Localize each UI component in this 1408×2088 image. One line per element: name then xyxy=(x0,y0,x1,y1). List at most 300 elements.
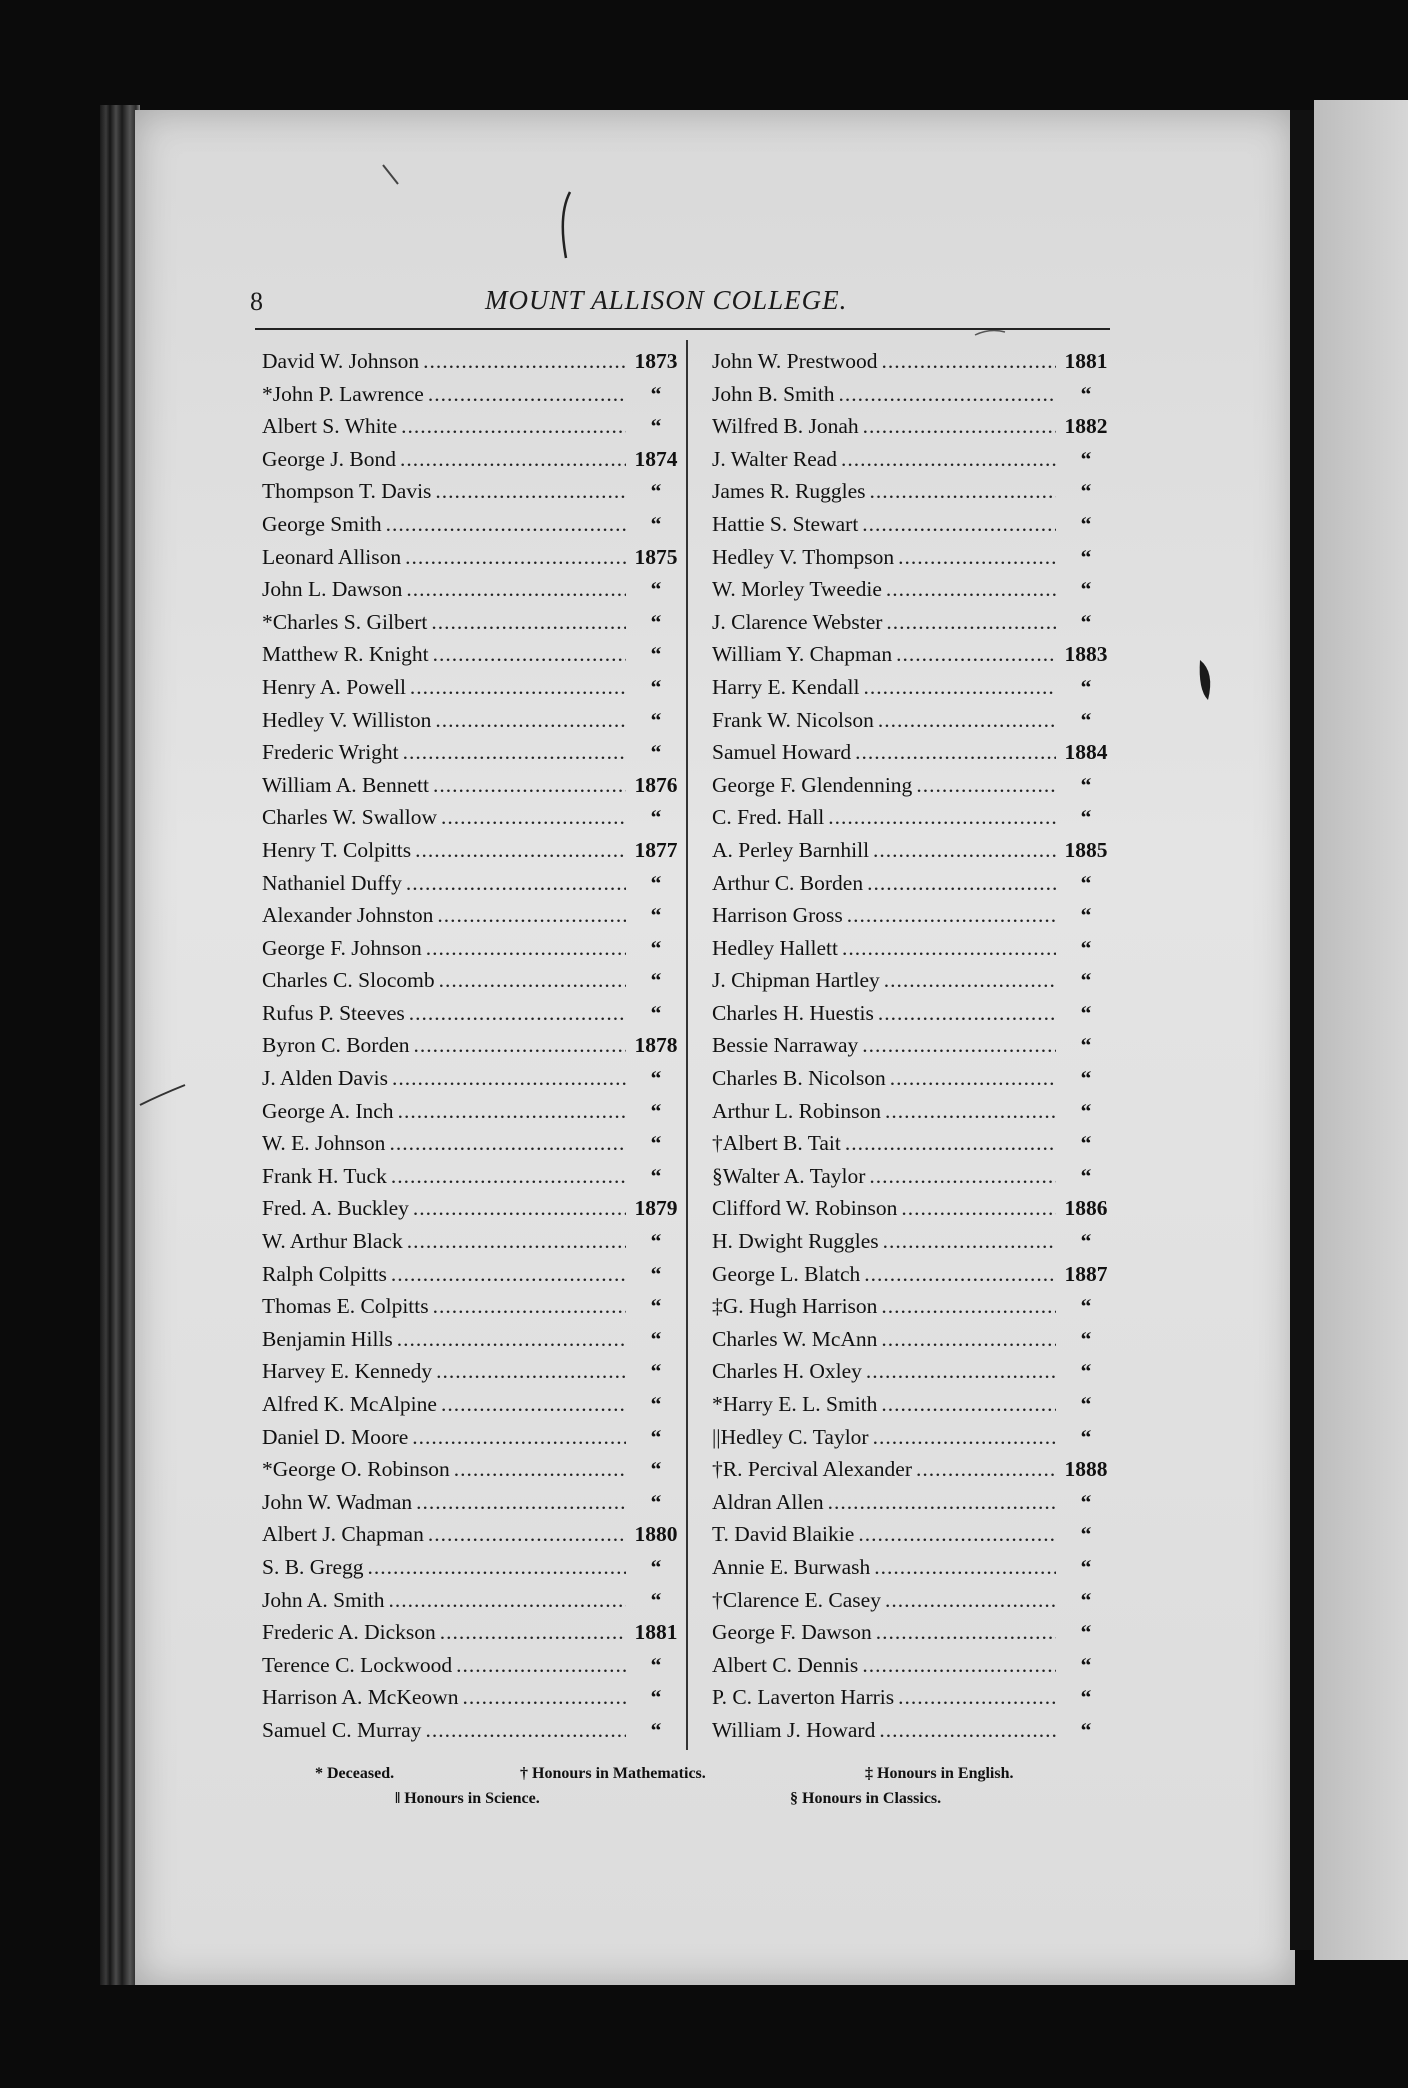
graduation-year: “ xyxy=(1080,1294,1092,1319)
running-head xyxy=(250,283,1110,323)
dot-leader xyxy=(425,1714,626,1747)
graduate-name: John L. Dawson xyxy=(262,577,403,602)
graduation-year: “ xyxy=(1080,1098,1092,1123)
graduate-entry xyxy=(262,997,682,1030)
dot-leader xyxy=(842,932,1056,965)
graduation-year: “ xyxy=(650,1489,662,1514)
dot-leader xyxy=(878,997,1056,1030)
graduation-year: “ xyxy=(650,1163,662,1188)
graduation-year: “ xyxy=(1080,870,1092,895)
dot-leader xyxy=(403,736,626,769)
graduation-year: “ xyxy=(1080,1685,1092,1710)
graduate-name: H. Dwight Ruggles xyxy=(712,1229,879,1254)
graduate-name: Hattie S. Stewart xyxy=(712,511,859,536)
graduate-entry xyxy=(262,606,682,639)
graduate-entry xyxy=(712,1551,1112,1584)
graduation-year: 1875 xyxy=(634,544,678,569)
dot-leader xyxy=(456,1649,626,1682)
graduation-year: “ xyxy=(650,511,662,536)
graduate-name: Ralph Colpitts xyxy=(262,1261,387,1286)
dot-leader xyxy=(862,1649,1056,1682)
graduation-year: “ xyxy=(650,1000,662,1025)
graduate-name: George J. Bond xyxy=(262,446,396,471)
graduate-entry xyxy=(712,606,1112,639)
graduate-entry xyxy=(262,801,682,834)
graduate-name: *John P. Lawrence xyxy=(262,381,424,406)
graduation-year: “ xyxy=(650,1066,662,1091)
graduate-entry xyxy=(262,443,682,476)
graduate-name: J. Walter Read xyxy=(712,446,838,471)
graduate-name: Matthew R. Knight xyxy=(262,642,429,667)
graduate-name: George Smith xyxy=(262,511,382,536)
graduation-year: “ xyxy=(650,1457,662,1482)
graduate-name: §Walter A. Taylor xyxy=(712,1163,866,1188)
graduate-name: John W. Prestwood xyxy=(712,349,878,373)
graduate-entry xyxy=(712,867,1112,900)
dot-leader xyxy=(885,1584,1056,1617)
graduate-entry xyxy=(262,1453,682,1486)
graduation-year: “ xyxy=(1080,1163,1092,1188)
footnote-classics: § Honours in Classics. xyxy=(790,1790,942,1807)
graduate-name: †Clarence E. Casey xyxy=(712,1587,881,1612)
graduation-year: “ xyxy=(1080,1033,1092,1058)
graduate-entry xyxy=(262,1616,682,1649)
graduate-entry xyxy=(712,638,1112,671)
graduate-name: Aldran Allen xyxy=(712,1489,824,1514)
graduation-year: 1885 xyxy=(1064,837,1108,862)
graduation-year: “ xyxy=(1080,1652,1092,1677)
graduation-year: “ xyxy=(1080,1620,1092,1645)
graduate-name: George A. Inch xyxy=(262,1098,394,1123)
graduate-name: J. Clarence Webster xyxy=(712,609,883,634)
graduate-name: Hedley Hallett xyxy=(712,935,838,960)
dot-leader xyxy=(916,1453,1056,1486)
graduate-entry xyxy=(712,997,1112,1030)
graduate-entry xyxy=(262,671,682,704)
dot-leader xyxy=(862,1029,1056,1062)
graduate-entry xyxy=(712,1616,1112,1649)
graduation-year: “ xyxy=(650,707,662,732)
dot-leader xyxy=(885,1095,1056,1128)
graduation-year: “ xyxy=(650,968,662,993)
dot-leader xyxy=(431,606,626,639)
graduate-entry xyxy=(262,964,682,997)
graduate-name: S. B. Gregg xyxy=(262,1554,364,1579)
graduate-entry xyxy=(712,1095,1112,1128)
graduate-name: Wilfred B. Jonah xyxy=(712,414,859,439)
graduation-year: “ xyxy=(1080,805,1092,830)
graduation-year: 1884 xyxy=(1064,740,1108,765)
graduation-year: “ xyxy=(1080,577,1092,602)
dot-leader xyxy=(397,1323,626,1356)
graduation-year: “ xyxy=(650,1261,662,1286)
graduate-entry xyxy=(712,1290,1112,1323)
graduate-entry xyxy=(712,1323,1112,1356)
dot-leader xyxy=(436,1355,626,1388)
graduation-year: “ xyxy=(1080,446,1092,471)
graduation-year: “ xyxy=(650,1131,662,1156)
graduate-name: P. C. Laverton Harris xyxy=(712,1685,895,1710)
dot-leader xyxy=(439,964,626,997)
graduate-entry xyxy=(262,475,682,508)
dot-leader xyxy=(873,1421,1056,1454)
graduate-entry xyxy=(712,1518,1112,1551)
graduation-year: “ xyxy=(650,479,662,504)
dot-leader xyxy=(884,964,1056,997)
graduation-year: “ xyxy=(650,805,662,830)
graduate-entry xyxy=(712,671,1112,704)
graduate-entry xyxy=(262,1062,682,1095)
graduate-entry xyxy=(712,932,1112,965)
graduate-entry xyxy=(712,1355,1112,1388)
graduate-entry xyxy=(262,1518,682,1551)
dot-leader xyxy=(440,1616,626,1649)
graduate-name: W. Arthur Black xyxy=(262,1229,403,1254)
graduate-entry xyxy=(712,443,1112,476)
graduate-name: Harrison A. McKeown xyxy=(262,1685,459,1710)
dot-leader xyxy=(433,1290,626,1323)
graduation-year: “ xyxy=(650,1326,662,1351)
graduation-year: “ xyxy=(650,381,662,406)
graduate-name: Fred. A. Buckley xyxy=(262,1196,409,1221)
graduate-entry xyxy=(262,1486,682,1519)
dot-leader xyxy=(896,638,1056,671)
graduate-name: George F. Dawson xyxy=(712,1620,872,1645)
graduate-entry xyxy=(262,1649,682,1682)
dot-leader xyxy=(392,1062,626,1095)
graduate-name: Alexander Johnston xyxy=(262,903,434,928)
graduate-entry xyxy=(712,1127,1112,1160)
graduate-name: Samuel Howard xyxy=(712,740,852,765)
graduation-year: “ xyxy=(650,1392,662,1416)
graduate-name: Daniel D. Moore xyxy=(262,1424,409,1449)
graduate-name: Charles H. Oxley xyxy=(712,1359,862,1384)
graduate-name: ‡G. Hugh Harrison xyxy=(712,1294,878,1319)
left-column-list xyxy=(262,345,682,1747)
dot-leader xyxy=(435,704,626,737)
graduate-name: Albert J. Chapman xyxy=(262,1522,424,1547)
graduation-year: “ xyxy=(1080,479,1092,504)
graduate-entry xyxy=(712,834,1112,867)
dot-leader xyxy=(828,1486,1056,1519)
graduate-entry xyxy=(262,704,682,737)
graduate-entry xyxy=(712,378,1112,411)
dot-leader xyxy=(406,573,626,606)
graduate-name: Terence C. Lockwood xyxy=(262,1652,453,1677)
dot-leader xyxy=(398,1095,626,1128)
graduate-name: J. Chipman Hartley xyxy=(712,968,880,993)
graduation-year: “ xyxy=(1080,935,1092,960)
graduate-entry xyxy=(262,899,682,932)
graduate-name: Charles B. Nicolson xyxy=(712,1066,886,1091)
dot-leader xyxy=(405,541,626,574)
dot-leader xyxy=(847,899,1056,932)
graduate-entry xyxy=(712,1649,1112,1682)
graduate-entry xyxy=(262,1160,682,1193)
graduate-entry xyxy=(262,1290,682,1323)
graduate-name: Thompson T. Davis xyxy=(262,479,432,504)
graduation-year: “ xyxy=(1080,1000,1092,1025)
dot-leader xyxy=(863,671,1056,704)
footnote-mathematics: † Honours in Mathematics. xyxy=(520,1765,706,1782)
graduate-entry xyxy=(712,410,1112,443)
graduation-year: “ xyxy=(650,1359,662,1384)
graduate-entry xyxy=(262,1323,682,1356)
page-title: MOUNT ALLISON COLLEGE. xyxy=(485,285,848,315)
graduate-name: David W. Johnson xyxy=(262,349,420,373)
graduation-year: “ xyxy=(1080,1131,1092,1156)
graduation-year: “ xyxy=(1080,381,1092,406)
graduate-entry xyxy=(262,769,682,802)
graduation-year: 1876 xyxy=(634,772,678,797)
graduate-name: W. Morley Tweedie xyxy=(712,577,882,602)
graduate-entry xyxy=(262,1714,682,1747)
graduation-year: “ xyxy=(650,903,662,928)
dot-leader xyxy=(409,997,626,1030)
graduate-name: Benjamin Hills xyxy=(262,1326,393,1351)
graduate-name: James R. Ruggles xyxy=(712,479,866,504)
graduation-year: “ xyxy=(650,1424,662,1449)
graduate-name: John W. Wadman xyxy=(262,1489,413,1514)
footnote-english: ‡ Honours in English. xyxy=(865,1765,1014,1782)
graduate-entry xyxy=(262,1388,682,1421)
graduation-year: “ xyxy=(1080,544,1092,569)
dot-leader xyxy=(368,1551,626,1584)
right-column-list xyxy=(712,345,1112,1747)
graduate-entry xyxy=(712,1714,1112,1747)
graduation-year: 1877 xyxy=(634,837,678,862)
graduate-entry xyxy=(262,1355,682,1388)
graduation-year: “ xyxy=(650,1685,662,1710)
dot-leader xyxy=(435,475,626,508)
graduation-year: “ xyxy=(650,740,662,765)
graduation-year: 1883 xyxy=(1064,642,1108,667)
dot-leader xyxy=(867,867,1056,900)
graduation-year: 1880 xyxy=(634,1522,678,1547)
graduation-year: “ xyxy=(650,1587,662,1612)
dot-leader xyxy=(386,508,626,541)
dot-leader xyxy=(869,475,1056,508)
dot-leader xyxy=(391,1258,626,1291)
graduate-entry xyxy=(262,1681,682,1714)
graduate-entry xyxy=(712,345,1112,378)
dot-leader xyxy=(414,1029,626,1062)
dot-leader xyxy=(838,378,1056,411)
graduate-entry xyxy=(712,1062,1112,1095)
graduate-name: Frederic A. Dickson xyxy=(262,1620,436,1645)
graduate-name: Leonard Allison xyxy=(262,544,402,569)
graduate-entry xyxy=(262,1225,682,1258)
graduate-entry xyxy=(712,1388,1112,1421)
dot-leader xyxy=(388,1584,626,1617)
dot-leader xyxy=(433,638,626,671)
dot-leader xyxy=(862,508,1056,541)
graduate-name: Albert S. White xyxy=(262,414,398,439)
graduate-entry xyxy=(262,736,682,769)
graduate-entry xyxy=(712,1584,1112,1617)
graduation-year: 1874 xyxy=(634,446,678,471)
graduate-entry xyxy=(712,1192,1112,1225)
dot-leader xyxy=(407,1225,626,1258)
graduate-entry xyxy=(712,1258,1112,1291)
graduate-entry xyxy=(712,475,1112,508)
graduate-name: Samuel C. Murray xyxy=(262,1717,422,1742)
graduate-entry xyxy=(712,1421,1112,1454)
graduate-name: William J. Howard xyxy=(712,1717,876,1742)
graduate-entry xyxy=(712,541,1112,574)
graduation-year: “ xyxy=(650,1652,662,1677)
graduation-year: “ xyxy=(1080,1489,1092,1514)
graduate-entry xyxy=(262,867,682,900)
graduation-year: “ xyxy=(1080,674,1092,699)
dot-leader xyxy=(890,1062,1056,1095)
graduate-name: Alfred K. McAlpine xyxy=(262,1392,437,1416)
graduation-year: 1878 xyxy=(634,1033,678,1058)
graduate-entry xyxy=(712,508,1112,541)
graduate-name: Frank W. Nicolson xyxy=(712,707,874,732)
dot-leader xyxy=(841,443,1056,476)
graduation-year: “ xyxy=(1080,609,1092,634)
graduation-year: “ xyxy=(1080,511,1092,536)
graduation-year: “ xyxy=(1080,1392,1092,1416)
graduate-name: Harvey E. Kennedy xyxy=(262,1359,433,1384)
graduation-year: “ xyxy=(1080,1229,1092,1254)
graduate-entry xyxy=(712,1486,1112,1519)
graduate-name: John A. Smith xyxy=(262,1587,385,1612)
dot-leader xyxy=(864,1258,1056,1291)
dot-leader xyxy=(881,1388,1056,1421)
dot-leader xyxy=(858,1518,1056,1551)
graduate-name: *George O. Robinson xyxy=(262,1457,450,1482)
dot-leader xyxy=(428,1518,626,1551)
graduate-entry xyxy=(262,638,682,671)
graduate-entry xyxy=(712,1681,1112,1714)
graduation-year: “ xyxy=(1080,968,1092,993)
graduate-name: Albert C. Dennis xyxy=(712,1652,859,1677)
graduate-name: Harrison Gross xyxy=(712,903,843,928)
graduate-name: Frederic Wright xyxy=(262,740,399,765)
graduation-year: 1873 xyxy=(634,349,678,373)
graduate-name: George F. Glendenning xyxy=(712,772,913,797)
graduation-year: 1882 xyxy=(1064,414,1108,439)
graduation-year: “ xyxy=(650,1554,662,1579)
dot-leader xyxy=(428,378,626,411)
graduate-name: Annie E. Burwash xyxy=(712,1554,871,1579)
graduate-entry xyxy=(262,1029,682,1062)
dot-leader xyxy=(886,606,1056,639)
dot-leader xyxy=(401,410,626,443)
dot-leader xyxy=(876,1616,1056,1649)
graduate-name: W. E. Johnson xyxy=(262,1131,386,1156)
graduate-name: Rufus P. Steeves xyxy=(262,1000,405,1025)
dot-leader xyxy=(437,899,626,932)
graduate-entry xyxy=(712,801,1112,834)
graduation-year: “ xyxy=(650,414,662,439)
graduation-year: 1887 xyxy=(1064,1261,1108,1286)
graduate-name: Charles H. Huestis xyxy=(712,1000,874,1025)
column-divider xyxy=(686,340,688,1750)
dot-leader xyxy=(878,704,1056,737)
graduate-entry xyxy=(262,1584,682,1617)
graduate-entry xyxy=(262,1192,682,1225)
graduation-year: “ xyxy=(650,609,662,634)
graduation-year: “ xyxy=(650,935,662,960)
graduation-year: “ xyxy=(1080,1717,1092,1742)
graduation-year: “ xyxy=(1080,1326,1092,1351)
graduate-entry xyxy=(262,1127,682,1160)
graduate-name: Bessie Narraway xyxy=(712,1033,859,1058)
graduate-entry xyxy=(712,769,1112,802)
graduate-name: Arthur L. Robinson xyxy=(712,1098,882,1123)
dot-leader xyxy=(389,1127,626,1160)
graduate-entry xyxy=(262,1551,682,1584)
dot-leader xyxy=(881,1290,1056,1323)
graduate-name: Henry T. Colpitts xyxy=(262,837,412,862)
graduate-name: Arthur C. Borden xyxy=(712,870,864,895)
dot-leader xyxy=(462,1681,626,1714)
dot-leader xyxy=(863,410,1056,443)
graduate-name: Charles W. Swallow xyxy=(262,805,437,830)
dot-leader xyxy=(881,1323,1056,1356)
graduation-year: “ xyxy=(1080,1359,1092,1384)
graduate-entry xyxy=(262,378,682,411)
dot-leader xyxy=(433,769,626,802)
dot-leader xyxy=(901,1192,1056,1225)
graduate-entry xyxy=(262,541,682,574)
dot-leader xyxy=(441,801,626,834)
dot-leader xyxy=(412,1421,626,1454)
graduation-year: “ xyxy=(1080,1522,1092,1547)
graduate-entry xyxy=(712,964,1112,997)
dot-leader xyxy=(410,671,626,704)
graduation-year: “ xyxy=(650,674,662,699)
graduate-entry xyxy=(262,573,682,606)
graduate-entry xyxy=(712,704,1112,737)
graduation-year: “ xyxy=(1080,1066,1092,1091)
graduate-entry xyxy=(262,1421,682,1454)
dot-leader xyxy=(873,834,1056,867)
graduate-name: John B. Smith xyxy=(712,381,835,406)
dot-leader xyxy=(869,1160,1056,1193)
graduate-name: George F. Johnson xyxy=(262,935,422,960)
dot-leader xyxy=(423,345,626,378)
dot-leader xyxy=(866,1355,1056,1388)
page-number: 8 xyxy=(250,287,263,316)
dot-leader xyxy=(898,1681,1056,1714)
dot-leader xyxy=(400,443,626,476)
dot-leader xyxy=(874,1551,1056,1584)
graduate-name: Henry A. Powell xyxy=(262,674,406,699)
graduate-name: Thomas E. Colpitts xyxy=(262,1294,429,1319)
graduation-year: “ xyxy=(1080,903,1092,928)
graduate-name: †R. Percival Alexander xyxy=(712,1457,913,1482)
graduate-name: J. Alden Davis xyxy=(262,1066,389,1091)
dot-leader xyxy=(845,1127,1056,1160)
dot-leader xyxy=(413,1192,626,1225)
dot-leader xyxy=(454,1453,626,1486)
dot-leader xyxy=(441,1388,626,1421)
graduate-name: Frank H. Tuck xyxy=(262,1163,387,1188)
graduation-year: 1888 xyxy=(1064,1457,1108,1482)
dot-leader xyxy=(881,345,1056,378)
graduation-year: “ xyxy=(650,1098,662,1123)
graduate-entry xyxy=(712,899,1112,932)
graduate-name: William A. Bennett xyxy=(262,772,429,797)
graduation-year: 1886 xyxy=(1064,1196,1108,1221)
graduate-entry xyxy=(262,1258,682,1291)
dot-leader xyxy=(916,769,1056,802)
graduate-entry xyxy=(262,345,682,378)
